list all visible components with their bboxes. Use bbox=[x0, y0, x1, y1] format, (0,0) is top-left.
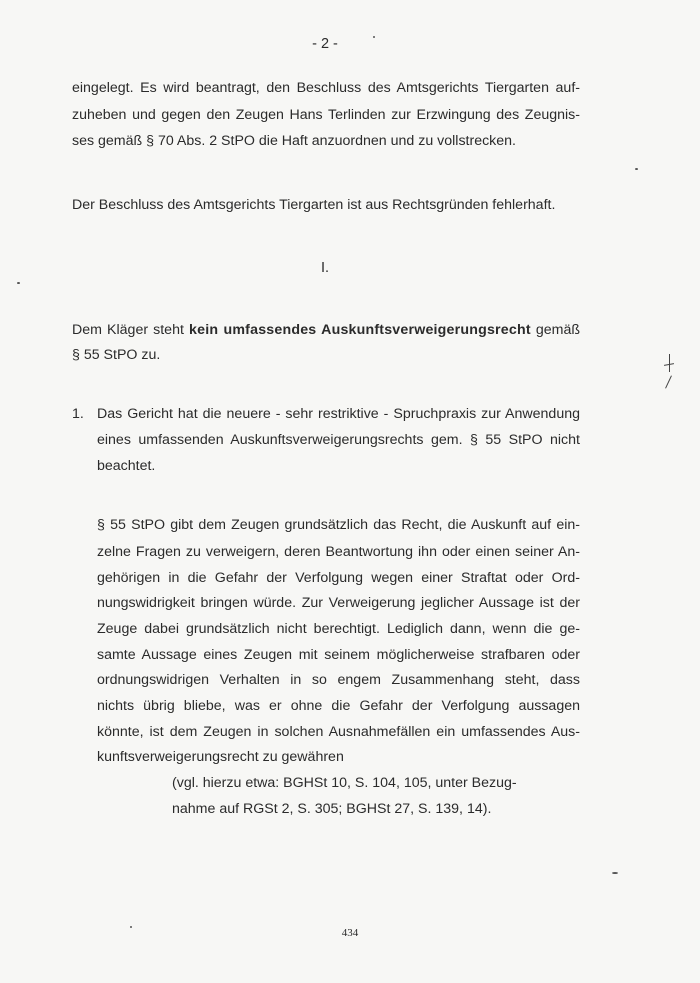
para4-line-7: ordnungswidrigen Verhalten in so engem Zusammenhang steht, dass bbox=[97, 672, 580, 688]
para1-line-3: ses gemäß § 70 Abs. 2 StPO die Haft anzuordnen und zu vollstrecken. bbox=[72, 133, 517, 149]
para3-suffix: gemäß bbox=[530, 322, 580, 338]
para4-line-9: könnte, ist dem Zeugen in solchen Ausnahmefällen ein umfassendes Aus- bbox=[97, 724, 580, 740]
para4-line-10: kunftsverweigerungsrecht zu gewähren bbox=[97, 749, 344, 765]
para1-line-2: zuheben und gegen den Zeugen Hans Terlinden zur Erzwingung des Zeugnis- bbox=[72, 107, 580, 123]
page-header: - 2 - bbox=[312, 36, 338, 52]
para3-prefix: Dem Kläger steht bbox=[72, 322, 190, 338]
para4-line-2: zelne Fragen zu verweigern, deren Beantwortung ihn oder einen seiner An- bbox=[97, 544, 580, 560]
citation-line-1: (vgl. hierzu etwa: BGHSt 10, S. 104, 105, unter Bezug- bbox=[172, 775, 517, 791]
para4-line-6: samte Aussage eines Zeugen mit seinem möglicherweise strafbaren oder bbox=[97, 647, 580, 663]
para4-line-3: gehörigen in die Gefahr der Verfolgung wegen einer Straftat oder Ord- bbox=[97, 570, 580, 586]
citation-line-2: nahme auf RGSt 2, S. 305; BGHSt 27, S. 139, 14). bbox=[172, 801, 492, 817]
scan-speck bbox=[373, 36, 375, 38]
para3-line-1 bbox=[72, 321, 580, 339]
para4-line-4: nungswidrigkeit bringen würde. Zur Verweigerung jeglicher Aussage ist der bbox=[97, 595, 580, 611]
item1-line-3: beachtet. bbox=[97, 458, 156, 474]
para4-line-8: nichts übrig bliebe, was er ohne die Gefahr der Verfolgung aussagen bbox=[97, 698, 580, 714]
para2-line: Der Beschluss des Amtsgerichts Tiergarten ist aus Rechtsgründen fehlerhaft. bbox=[72, 197, 556, 213]
section-number: I. bbox=[320, 260, 330, 276]
scan-speck bbox=[17, 282, 20, 284]
scan-speck bbox=[612, 872, 618, 874]
para3-bold-phrase: kein umfassendes Auskunftsverweigerungsrecht bbox=[189, 322, 531, 338]
scan-speck bbox=[635, 168, 638, 170]
para1-line-1: eingelegt. Es wird beantragt, den Beschluss des Amtsgerichts Tiergarten auf- bbox=[72, 80, 580, 96]
item1-line-1: Das Gericht hat die neuere - sehr restriktive - Spruchpraxis zur Anwendung bbox=[97, 406, 580, 422]
para4-line-1: § 55 StPO gibt dem Zeugen grundsätzlich das Recht, die Auskunft auf ein- bbox=[97, 517, 580, 533]
para3-line-2: § 55 StPO zu. bbox=[72, 347, 161, 363]
para4-line-5: Zeuge dabei grundsätzlich nicht berechtigt. Lediglich dann, wenn die ge- bbox=[97, 621, 580, 637]
scan-mark bbox=[665, 375, 672, 388]
item1-number: 1. bbox=[72, 406, 84, 422]
item1-line-2: eines umfassenden Auskunftsverweigerungsrechts gem. § 55 StPO nicht bbox=[97, 432, 580, 448]
scan-speck bbox=[130, 926, 132, 928]
folio-number: 434 bbox=[341, 927, 359, 939]
